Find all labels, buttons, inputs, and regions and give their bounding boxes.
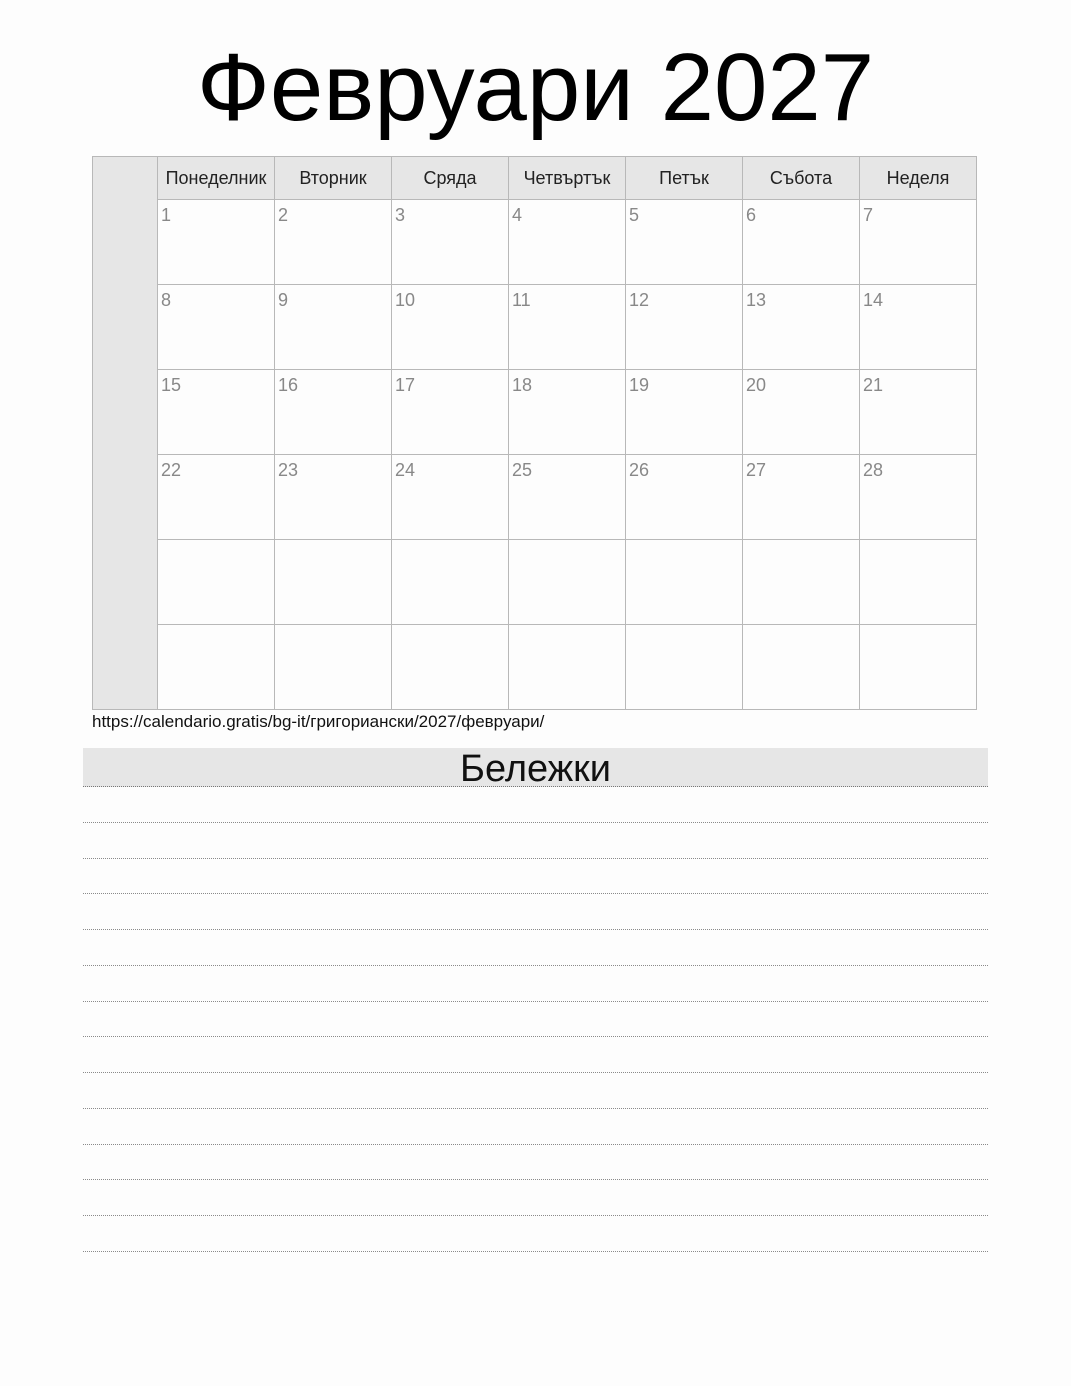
- day-cell: 24: [392, 455, 509, 539]
- day-cell: 23: [275, 455, 392, 539]
- notes-title: Бележки: [83, 748, 988, 787]
- note-line: [83, 1180, 988, 1216]
- calendar-grid: [92, 156, 977, 710]
- weekday-monday: Понеделник: [158, 157, 275, 199]
- day-cell: [392, 540, 509, 624]
- day-cell: 14: [863, 290, 884, 310]
- notes-lines: [83, 787, 988, 1252]
- day-cell: 18: [509, 370, 626, 454]
- day-cell: [158, 625, 275, 709]
- day-cell: 10: [392, 285, 509, 369]
- day-cell: 26: [626, 455, 743, 539]
- day-cell: 5: [626, 200, 743, 284]
- week-row: [158, 625, 976, 709]
- day-cell: 2: [275, 200, 392, 284]
- day-cell: 7: [863, 205, 874, 225]
- day-cell: [509, 540, 626, 624]
- day-cell: 22: [158, 455, 275, 539]
- note-line: [83, 1109, 988, 1145]
- weekday-header-row: [158, 157, 976, 200]
- day-cell: [158, 540, 275, 624]
- note-line: [83, 1145, 988, 1181]
- note-line: [83, 966, 988, 1002]
- day-cell: 27: [743, 455, 860, 539]
- week-row: [158, 200, 976, 285]
- page-title: Февруари 2027: [196, 34, 875, 141]
- week-row: [158, 455, 976, 540]
- note-line: [83, 787, 988, 823]
- day-cell: 16: [275, 370, 392, 454]
- day-cell: 1: [158, 200, 275, 284]
- day-cell: 8: [158, 285, 275, 369]
- weekday-tuesday: Вторник: [275, 157, 392, 199]
- day-cell: 13: [743, 285, 860, 369]
- day-cell: 9: [275, 285, 392, 369]
- weekday-friday: Петък: [626, 157, 743, 199]
- day-cell: 20: [743, 370, 860, 454]
- day-cell: 19: [626, 370, 743, 454]
- day-cell: 28: [863, 460, 884, 480]
- day-cell: 3: [392, 200, 509, 284]
- day-cell: [509, 625, 626, 709]
- note-line: [83, 859, 988, 895]
- note-line: [83, 894, 988, 930]
- source-url: https://calendario.gratis/bg-it/григориански/2027/февруари/: [92, 712, 545, 731]
- note-line: [83, 1037, 988, 1073]
- day-cell: [626, 540, 743, 624]
- note-line: [83, 823, 988, 859]
- day-cell: 6: [743, 200, 860, 284]
- weekday-saturday: Събота: [743, 157, 860, 199]
- day-cell: 17: [392, 370, 509, 454]
- day-cell: [275, 625, 392, 709]
- note-line: [83, 1216, 988, 1252]
- weekday-thursday: Четвъртък: [509, 157, 626, 199]
- note-line: [83, 930, 988, 966]
- day-cell: [860, 625, 976, 709]
- day-cell: 4: [509, 200, 626, 284]
- weekday-sunday: Неделя: [886, 167, 950, 188]
- day-cell: 25: [509, 455, 626, 539]
- week-number-column: [93, 157, 158, 709]
- day-cell: 15: [158, 370, 275, 454]
- day-cell: [626, 625, 743, 709]
- weekday-wednesday: Сряда: [392, 157, 509, 199]
- day-cell: [392, 625, 509, 709]
- day-cell: 11: [509, 285, 626, 369]
- day-cell: [860, 540, 976, 624]
- week-row: [158, 285, 976, 370]
- day-cell: [275, 540, 392, 624]
- day-cell: [743, 540, 860, 624]
- day-cell: 21: [863, 375, 884, 395]
- note-line: [83, 1073, 988, 1109]
- day-cell: 12: [626, 285, 743, 369]
- calendar-days: [158, 157, 976, 709]
- week-row: [158, 370, 976, 455]
- week-row: [158, 540, 976, 625]
- day-cell: [743, 625, 860, 709]
- note-line: [83, 1002, 988, 1038]
